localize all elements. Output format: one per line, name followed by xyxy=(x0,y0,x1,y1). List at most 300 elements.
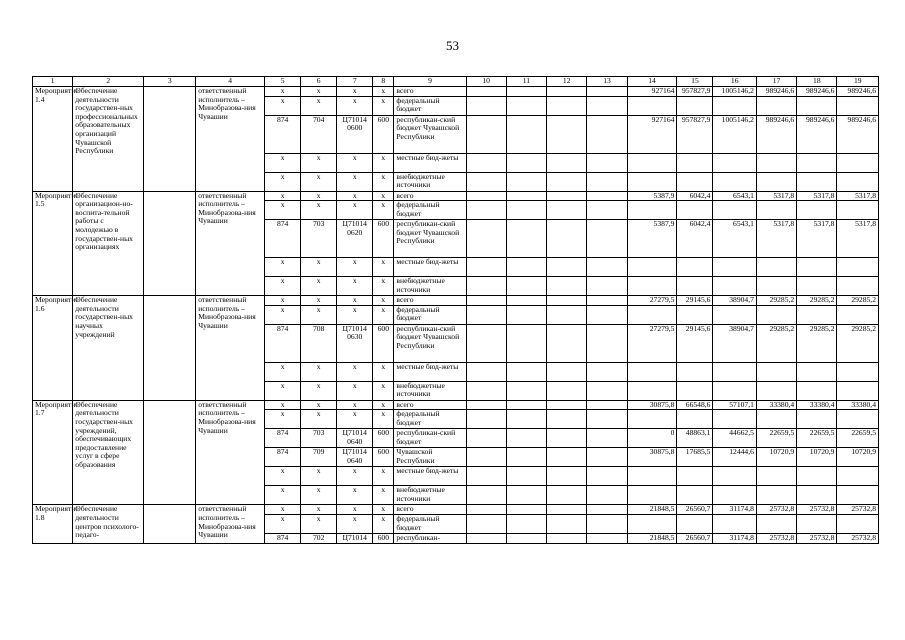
table-cell: 17685,5 xyxy=(677,448,713,467)
table-cell xyxy=(506,429,546,448)
table-cell xyxy=(466,305,506,324)
table-cell: х xyxy=(373,486,394,505)
table-cell: 29145,6 xyxy=(677,296,713,306)
table-cell: Ц71014 0640 xyxy=(337,448,373,467)
table-cell: х xyxy=(337,410,373,429)
table-cell: 29285,2 xyxy=(797,324,837,362)
table-cell xyxy=(756,201,796,220)
table-cell: 48863,1 xyxy=(677,429,713,448)
table-cell: 29285,2 xyxy=(756,296,796,306)
table-cell: х xyxy=(337,153,373,172)
header-cell: 7 xyxy=(337,77,373,87)
table-cell xyxy=(677,153,713,172)
table-cell xyxy=(756,277,796,296)
table-cell: х xyxy=(337,87,373,97)
table-cell xyxy=(506,486,546,505)
table-cell xyxy=(587,533,627,543)
table-row xyxy=(33,296,879,306)
table-cell: 27279,5 xyxy=(627,324,677,362)
table-cell xyxy=(713,153,756,172)
table-cell xyxy=(506,296,546,306)
table-cell: федеральный бюджет xyxy=(394,96,466,115)
table-cell xyxy=(506,381,546,400)
table-cell xyxy=(713,514,756,533)
table-cell xyxy=(677,381,713,400)
table-cell xyxy=(587,201,627,220)
table-cell xyxy=(797,362,837,381)
table-cell xyxy=(587,191,627,201)
table-cell: х xyxy=(301,96,337,115)
table-cell: 703 xyxy=(301,429,337,448)
table-cell xyxy=(627,172,677,191)
table-cell: х xyxy=(337,486,373,505)
table-cell xyxy=(677,201,713,220)
table-cell: х xyxy=(301,400,337,410)
table-cell: х xyxy=(265,96,301,115)
table-cell: х xyxy=(337,96,373,115)
table-cell xyxy=(797,514,837,533)
table-cell xyxy=(547,172,587,191)
table-cell xyxy=(547,191,587,201)
table-cell: местные бюд-жеты xyxy=(394,467,466,486)
table-cell xyxy=(627,305,677,324)
table-cell: 0 xyxy=(627,429,677,448)
table-cell: х xyxy=(265,381,301,400)
table-cell: 33380,4 xyxy=(756,400,796,410)
table-row xyxy=(33,191,879,201)
table-cell xyxy=(713,410,756,429)
table-cell xyxy=(627,410,677,429)
table-cell: местные бюд-жеты xyxy=(394,258,466,277)
table-cell: 21848,5 xyxy=(627,533,677,543)
table-cell: 12444,6 xyxy=(713,448,756,467)
table-cell xyxy=(466,87,506,97)
table-cell: 927164 xyxy=(627,87,677,97)
table-cell: 38904,7 xyxy=(713,296,756,306)
table-cell: 10720,9 xyxy=(756,448,796,467)
table-cell: 5317,8 xyxy=(797,220,837,258)
table-cell: 30875,8 xyxy=(627,400,677,410)
table-cell xyxy=(506,533,546,543)
table-cell: 25732,8 xyxy=(756,505,796,515)
table-cell: 66548,6 xyxy=(677,400,713,410)
table-cell xyxy=(713,201,756,220)
table-cell xyxy=(713,467,756,486)
table-cell: х xyxy=(337,305,373,324)
table-cell xyxy=(756,96,796,115)
table-cell: х xyxy=(301,191,337,201)
table-cell: х xyxy=(373,172,394,191)
table-cell: Ц71014 0640 xyxy=(337,429,373,448)
table-cell xyxy=(756,467,796,486)
table-cell: ответственный исполнитель – Минобразова-ния Чувашии xyxy=(196,191,265,296)
table-cell: 874 xyxy=(265,115,301,153)
header-cell: 9 xyxy=(394,77,466,87)
table-cell: 44662,5 xyxy=(713,429,756,448)
table-cell: всего xyxy=(394,505,466,515)
table-cell: республикан- xyxy=(394,533,466,543)
table-cell: х xyxy=(265,305,301,324)
header-cell: 5 xyxy=(265,77,301,87)
table-cell xyxy=(756,486,796,505)
table-cell: х xyxy=(337,381,373,400)
table-cell xyxy=(756,514,796,533)
table-cell xyxy=(506,153,546,172)
table-cell: Ц71014 0620 xyxy=(337,220,373,258)
table-cell: х xyxy=(373,514,394,533)
table-cell xyxy=(587,362,627,381)
table-cell xyxy=(466,201,506,220)
table-cell: 600 xyxy=(373,448,394,467)
table-cell xyxy=(797,172,837,191)
table-cell: 600 xyxy=(373,220,394,258)
table-cell xyxy=(627,277,677,296)
table-cell: х xyxy=(265,153,301,172)
table-cell xyxy=(797,201,837,220)
table-cell xyxy=(547,533,587,543)
table-cell xyxy=(713,96,756,115)
table-cell: х xyxy=(301,486,337,505)
table-cell: х xyxy=(265,191,301,201)
table-cell: ответственный исполнитель – Минобразова-ния Чувашии xyxy=(196,505,265,543)
table-cell xyxy=(713,381,756,400)
table-cell: х xyxy=(373,505,394,515)
table-cell: 5317,8 xyxy=(756,220,796,258)
table-cell: Обеспечение деятельности центров психолого-педаго- xyxy=(73,505,144,543)
table-cell xyxy=(587,87,627,97)
table-cell xyxy=(547,296,587,306)
table-cell: х xyxy=(373,153,394,172)
table-cell xyxy=(837,172,879,191)
table-cell xyxy=(506,448,546,467)
table-cell: х xyxy=(301,172,337,191)
table-cell xyxy=(547,305,587,324)
table-cell: 1005146,2 xyxy=(713,115,756,153)
table-cell: х xyxy=(337,296,373,306)
table-cell xyxy=(837,96,879,115)
table-cell: внебюджетные источники xyxy=(394,172,466,191)
header-cell: 19 xyxy=(837,77,879,87)
table-cell: 600 xyxy=(373,533,394,543)
table-body xyxy=(33,77,879,544)
table-cell xyxy=(547,362,587,381)
table-cell: всего xyxy=(394,296,466,306)
table-cell xyxy=(506,514,546,533)
table-cell: 26560,7 xyxy=(677,533,713,543)
table-cell: х xyxy=(337,191,373,201)
table-cell: 38904,7 xyxy=(713,324,756,362)
table-cell xyxy=(756,153,796,172)
table-cell xyxy=(587,486,627,505)
table-cell: ответственный исполнитель – Минобразова-ния Чувашии xyxy=(196,87,265,192)
table-cell xyxy=(506,410,546,429)
table-cell: 57107,1 xyxy=(713,400,756,410)
table-cell: республикан-ский бюджет Чувашской Республики xyxy=(394,324,466,362)
table-cell xyxy=(627,486,677,505)
table-cell: Обеспечение деятельности государствен-ных научных учреждений xyxy=(73,296,144,401)
table-cell xyxy=(797,381,837,400)
table-cell xyxy=(627,201,677,220)
table-cell xyxy=(144,296,196,401)
table-cell: 5387,9 xyxy=(627,220,677,258)
table-cell xyxy=(547,277,587,296)
table-cell: 874 xyxy=(265,429,301,448)
table-cell xyxy=(587,220,627,258)
table-cell: Ц71014 xyxy=(337,533,373,543)
table-cell xyxy=(506,201,546,220)
table-cell xyxy=(587,448,627,467)
table-cell: ответственный исполнитель – Минобразова-ния Чувашии xyxy=(196,400,265,505)
table-cell xyxy=(677,96,713,115)
table-cell xyxy=(587,467,627,486)
header-cell: 17 xyxy=(756,77,796,87)
table-cell xyxy=(837,514,879,533)
table-cell xyxy=(677,514,713,533)
header-cell: 4 xyxy=(196,77,265,87)
table-cell: 29285,2 xyxy=(837,324,879,362)
table-cell: федеральный бюджет xyxy=(394,201,466,220)
table-cell xyxy=(547,381,587,400)
table-cell: 874 xyxy=(265,533,301,543)
table-cell: 5317,8 xyxy=(797,191,837,201)
table-cell: 30875,8 xyxy=(627,448,677,467)
table-cell xyxy=(837,258,879,277)
header-cell: 16 xyxy=(713,77,756,87)
table-cell: х xyxy=(373,400,394,410)
table-cell: Мероприятие 1.5 xyxy=(33,191,73,296)
table-cell xyxy=(547,258,587,277)
table-cell: всего xyxy=(394,191,466,201)
table-cell: х xyxy=(373,296,394,306)
header-cell: 12 xyxy=(547,77,587,87)
table-cell: 25732,8 xyxy=(797,533,837,543)
table-cell: 25732,8 xyxy=(837,505,879,515)
page-number: 53 xyxy=(446,38,459,53)
table-cell xyxy=(756,381,796,400)
table-cell: 927164 xyxy=(627,115,677,153)
table-cell xyxy=(677,467,713,486)
table-cell xyxy=(587,410,627,429)
table-cell: федеральный бюджет xyxy=(394,305,466,324)
table-cell xyxy=(797,467,837,486)
table-cell xyxy=(466,324,506,362)
table-row xyxy=(33,505,879,515)
table-cell: 21848,5 xyxy=(627,505,677,515)
table-cell: Чувашской Республики xyxy=(394,448,466,467)
table-cell xyxy=(677,305,713,324)
table-cell xyxy=(466,96,506,115)
table-cell: 5317,8 xyxy=(837,191,879,201)
table-cell: внебюджетные источники xyxy=(394,277,466,296)
table-cell: 704 xyxy=(301,115,337,153)
table-cell xyxy=(797,96,837,115)
table-cell: х xyxy=(337,201,373,220)
table-cell xyxy=(466,533,506,543)
table-cell: 957827,9 xyxy=(677,87,713,97)
table-cell xyxy=(506,258,546,277)
table-cell xyxy=(547,467,587,486)
table-cell: 22659,5 xyxy=(837,429,879,448)
header-cell: 10 xyxy=(466,77,506,87)
table-cell: х xyxy=(373,201,394,220)
table-cell xyxy=(587,429,627,448)
table-cell xyxy=(677,410,713,429)
table-cell xyxy=(587,277,627,296)
table-cell: х xyxy=(373,305,394,324)
table-cell xyxy=(466,410,506,429)
table-cell: республикан-ский бюджет xyxy=(394,429,466,448)
table-cell: х xyxy=(373,467,394,486)
table-cell xyxy=(837,381,879,400)
table-cell: 10720,9 xyxy=(797,448,837,467)
table-cell: 1005146,2 xyxy=(713,87,756,97)
table-cell: 6543,1 xyxy=(713,191,756,201)
table-cell xyxy=(587,324,627,362)
table-cell: Обеспечение организацион-но-воспита-тельной работы с молодежью в государствен-ных организациях xyxy=(73,191,144,296)
table-cell: 5317,8 xyxy=(756,191,796,201)
table-cell xyxy=(587,153,627,172)
table-cell: 29285,2 xyxy=(837,296,879,306)
table-cell xyxy=(466,191,506,201)
table-cell xyxy=(587,172,627,191)
table-cell xyxy=(627,514,677,533)
table-cell xyxy=(506,400,546,410)
table-cell: 33380,4 xyxy=(837,400,879,410)
table-cell: 10720,9 xyxy=(837,448,879,467)
table-cell: х xyxy=(373,258,394,277)
table-cell xyxy=(506,172,546,191)
table-cell: х xyxy=(301,505,337,515)
table-cell: х xyxy=(301,201,337,220)
table-cell xyxy=(466,115,506,153)
table-cell: х xyxy=(337,362,373,381)
table-cell xyxy=(547,324,587,362)
table-cell xyxy=(547,505,587,515)
table-cell xyxy=(547,429,587,448)
table-cell: х xyxy=(373,191,394,201)
table-cell xyxy=(837,153,879,172)
table-cell xyxy=(587,505,627,515)
table-cell xyxy=(466,381,506,400)
table-cell: Ц71014 0600 xyxy=(337,115,373,153)
table-cell xyxy=(547,96,587,115)
table-cell: Мероприятие 1.6 xyxy=(33,296,73,401)
table-cell: х xyxy=(265,486,301,505)
table-cell: всего xyxy=(394,87,466,97)
table-cell xyxy=(466,296,506,306)
header-cell: 1 xyxy=(33,77,73,87)
table-cell: х xyxy=(265,172,301,191)
table-cell: 989246,6 xyxy=(797,87,837,97)
table-cell xyxy=(466,505,506,515)
table-cell: 702 xyxy=(301,533,337,543)
table-cell: 989246,6 xyxy=(837,87,879,97)
table-cell: х xyxy=(265,87,301,97)
table-cell xyxy=(837,410,879,429)
table-cell xyxy=(713,172,756,191)
header-cell: 14 xyxy=(627,77,677,87)
table-cell xyxy=(837,201,879,220)
table-cell xyxy=(506,305,546,324)
table-cell: 874 xyxy=(265,220,301,258)
table-cell: 989246,6 xyxy=(756,115,796,153)
table-cell: х xyxy=(337,514,373,533)
table-cell xyxy=(506,505,546,515)
table-cell xyxy=(506,467,546,486)
table-cell: 874 xyxy=(265,324,301,362)
table-cell xyxy=(627,381,677,400)
table-cell: 31174,8 xyxy=(713,533,756,543)
table-cell: х xyxy=(373,410,394,429)
table-cell: х xyxy=(301,305,337,324)
table-cell: 600 xyxy=(373,324,394,362)
table-cell xyxy=(587,381,627,400)
table-cell xyxy=(466,514,506,533)
table-cell: х xyxy=(265,467,301,486)
table-cell: 989246,6 xyxy=(797,115,837,153)
table-cell: 27279,5 xyxy=(627,296,677,306)
table-cell xyxy=(587,296,627,306)
table-cell: 957827,9 xyxy=(677,115,713,153)
table-cell xyxy=(466,258,506,277)
table-cell xyxy=(506,324,546,362)
table-cell: 709 xyxy=(301,448,337,467)
table-cell xyxy=(797,410,837,429)
table-cell xyxy=(837,277,879,296)
table-cell xyxy=(506,191,546,201)
table-cell: Ц71014 0630 xyxy=(337,324,373,362)
table-cell: 600 xyxy=(373,115,394,153)
table-cell xyxy=(627,153,677,172)
table-cell: х xyxy=(265,277,301,296)
table-cell: х xyxy=(337,400,373,410)
header-cell: 15 xyxy=(677,77,713,87)
table-cell: х xyxy=(301,258,337,277)
table-cell: Мероприятие 1.8 xyxy=(33,505,73,543)
table-cell xyxy=(466,400,506,410)
table-cell: х xyxy=(373,87,394,97)
table-cell: х xyxy=(301,410,337,429)
table-cell xyxy=(677,486,713,505)
table-cell: федеральный бюджет xyxy=(394,514,466,533)
table-cell: х xyxy=(337,467,373,486)
table-cell xyxy=(506,362,546,381)
table-cell: х xyxy=(301,296,337,306)
table-cell: 29145,6 xyxy=(677,324,713,362)
table-cell xyxy=(713,362,756,381)
table-cell: х xyxy=(301,277,337,296)
table-cell: х xyxy=(373,277,394,296)
table-cell xyxy=(756,305,796,324)
table-cell xyxy=(677,277,713,296)
table-cell xyxy=(506,96,546,115)
table-cell: х xyxy=(337,258,373,277)
table-cell: х xyxy=(301,87,337,97)
table-cell xyxy=(587,96,627,115)
table-cell xyxy=(144,191,196,296)
table-cell xyxy=(677,258,713,277)
table-cell xyxy=(837,305,879,324)
table-cell xyxy=(506,87,546,97)
table-cell: 989246,6 xyxy=(837,115,879,153)
table-cell: х xyxy=(265,362,301,381)
table-cell: Обеспечение деятельности государствен-ных учреждений, обеспечивающих предоставление услуг в сфере образования xyxy=(73,400,144,505)
budget-table xyxy=(32,76,879,544)
table-cell: федеральный бюджет xyxy=(394,410,466,429)
table-cell: внебюджетные источники xyxy=(394,381,466,400)
header-cell: 18 xyxy=(797,77,837,87)
header-row xyxy=(33,77,879,87)
